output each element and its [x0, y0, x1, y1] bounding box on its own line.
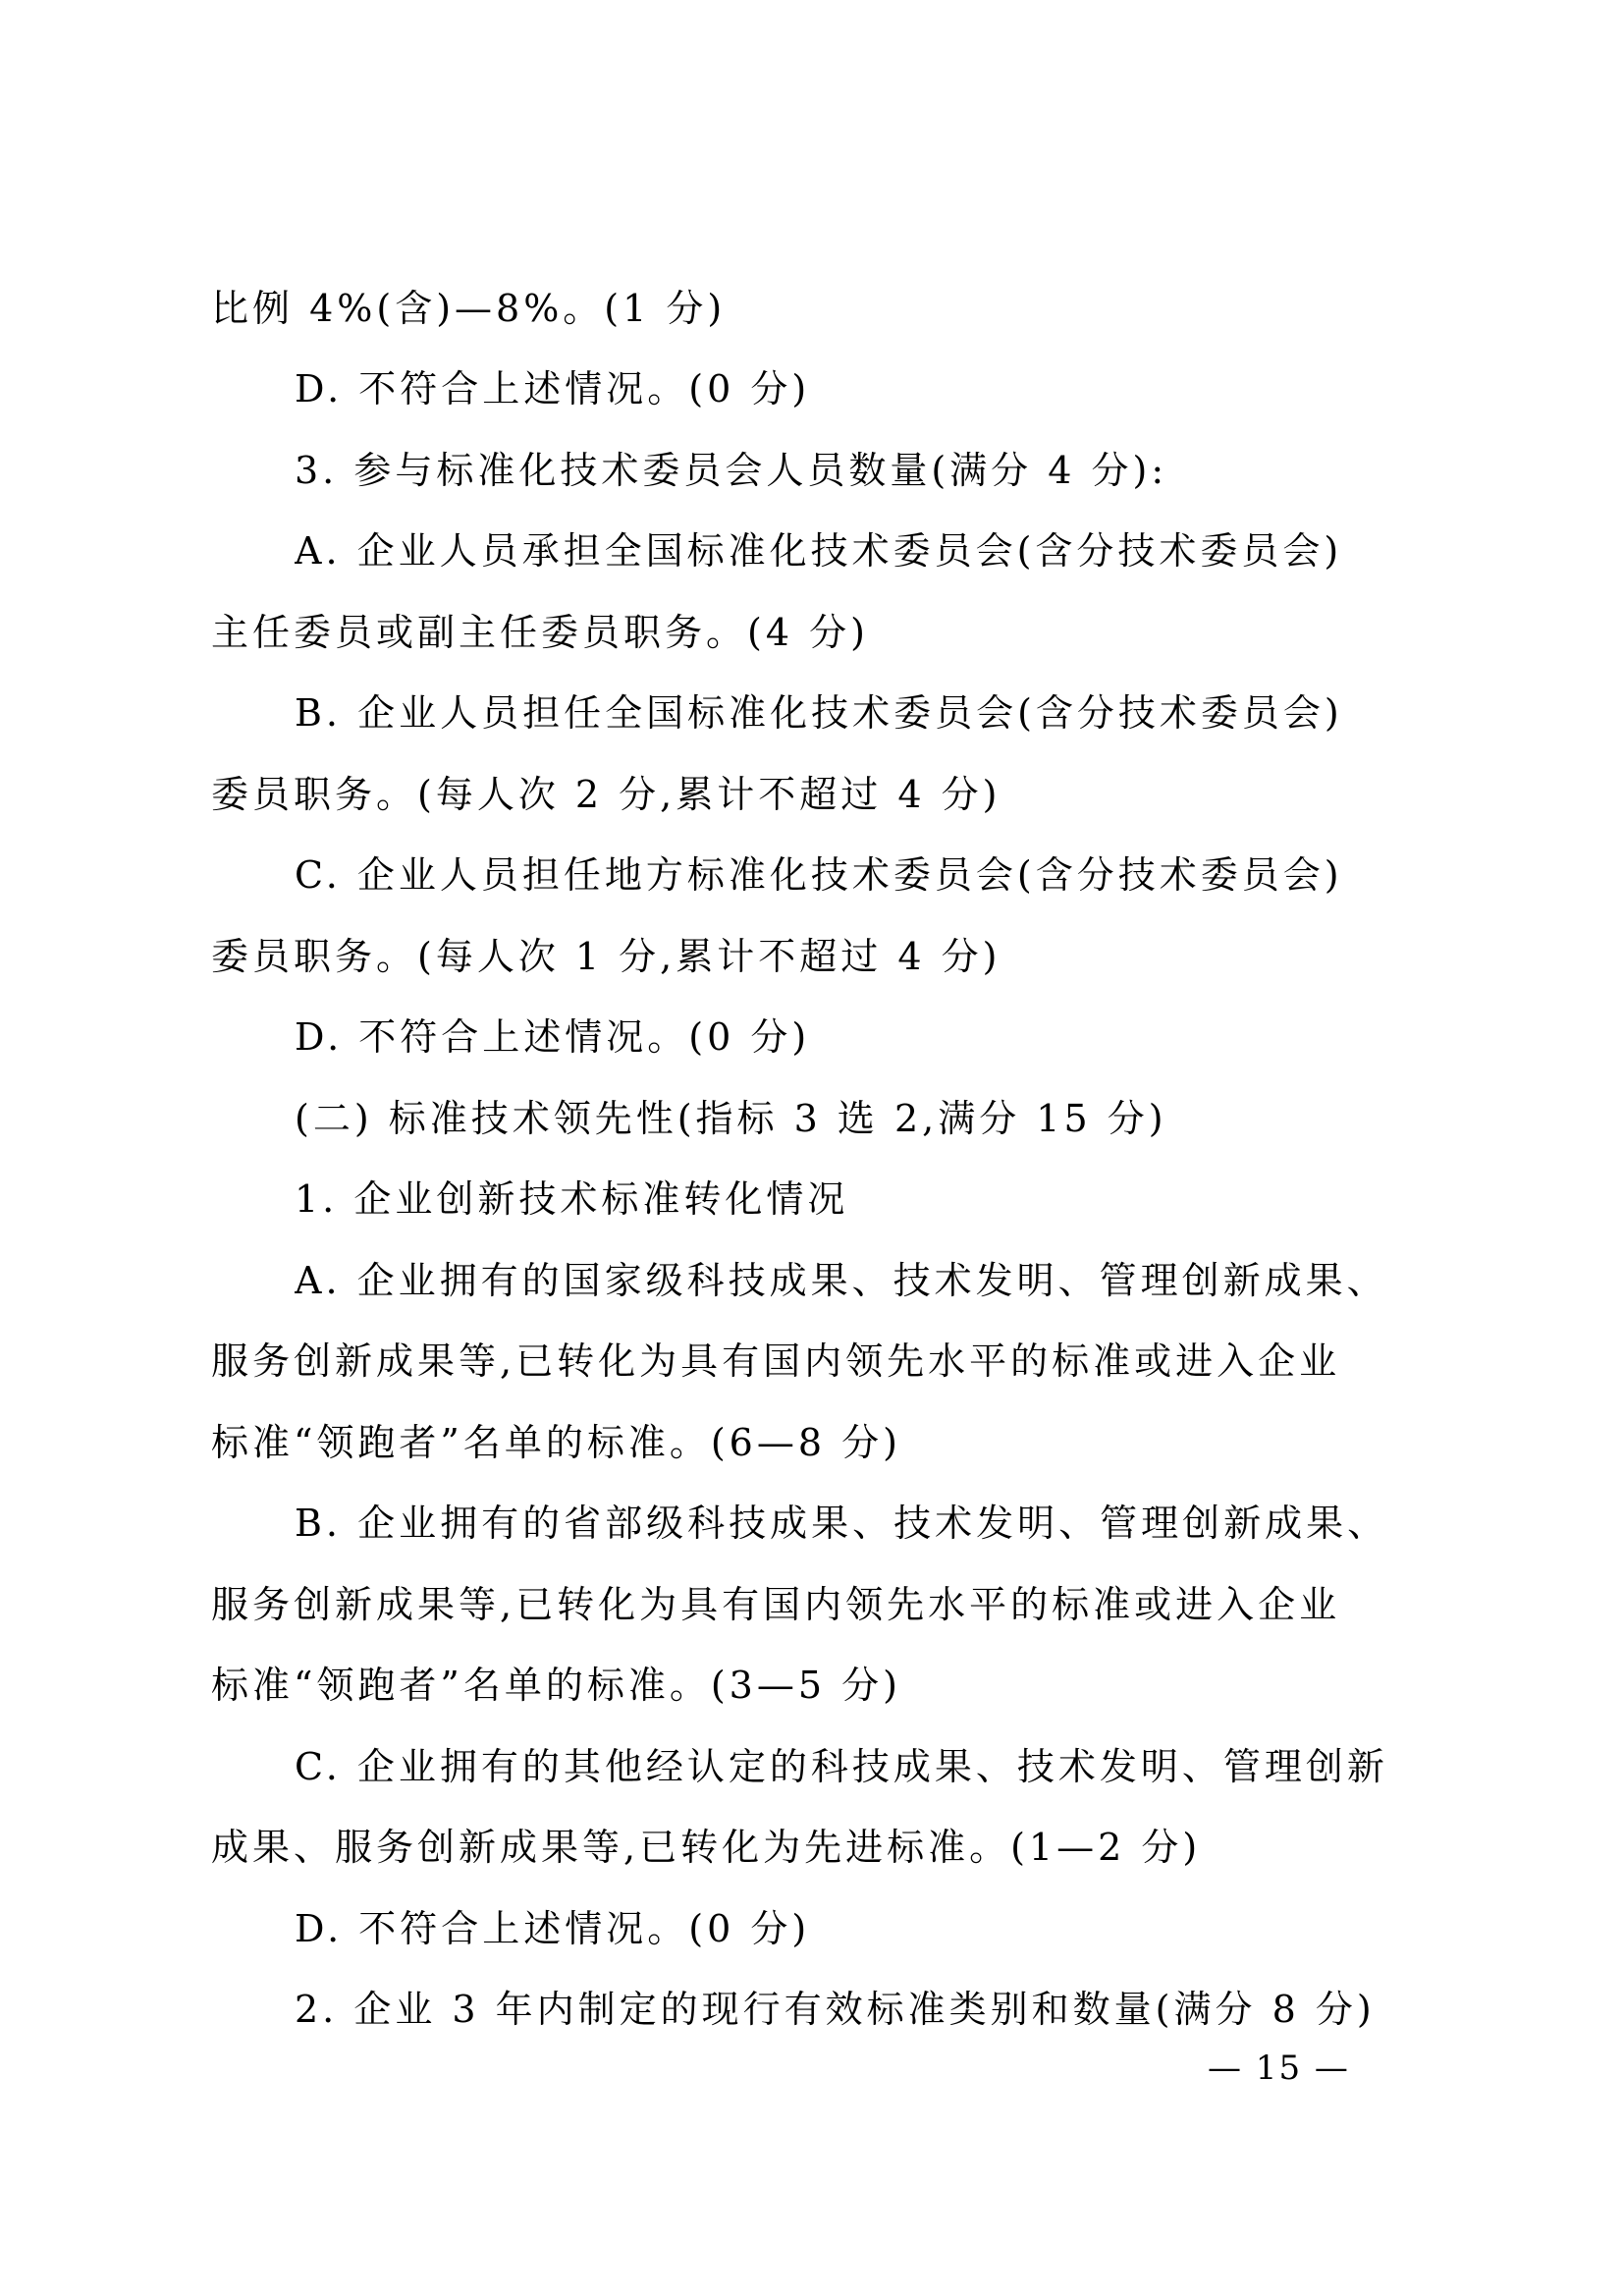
text-line-10: D. 不符合上述情况。(0 分)	[295, 1015, 811, 1059]
text-line-13: A. 企业拥有的国家级科技成果、技术发明、管理创新成果、	[295, 1259, 1388, 1302]
text-line-4: A. 企业人员承担全国标准化技术委员会(含分技术委员会)	[295, 529, 1343, 573]
text-line-7: 委员职务。(每人次 2 分,累计不超过 4 分)	[211, 773, 1001, 816]
text-line-3: 3. 参与标准化技术委员会人员数量(满分 4 分):	[295, 449, 1168, 492]
text-line-2: D. 不符合上述情况。(0 分)	[295, 367, 811, 410]
text-line-8: C. 企业人员担任地方标准化技术委员会(含分技术委员会)	[295, 853, 1343, 897]
text-line-18: 标准“领跑者”名单的标准。(3—5 分)	[211, 1664, 901, 1707]
text-line-22: 2. 企业 3 年内制定的现行有效标准类别和数量(满分 8 分)	[295, 1988, 1376, 2031]
text-line-11: (二) 标准技术领先性(指标 3 选 2,满分 15 分)	[295, 1097, 1167, 1140]
text-line-20: 成果、服务创新成果等,已转化为先进标准。(1—2 分)	[211, 1826, 1202, 1869]
text-line-9: 委员职务。(每人次 1 分,累计不超过 4 分)	[211, 935, 1001, 978]
text-line-1: 比例 4%(含)—8%。(1 分)	[211, 287, 727, 330]
text-line-19: C. 企业拥有的其他经认定的科技成果、技术发明、管理创新	[295, 1745, 1388, 1788]
text-line-5: 主任委员或副主任委员职务。(4 分)	[211, 611, 869, 654]
page-number: — 15 —	[1208, 2049, 1350, 2088]
text-line-14: 服务创新成果等,已转化为具有国内领先水平的标准或进入企业	[211, 1339, 1341, 1383]
text-line-6: B. 企业人员担任全国标准化技术委员会(含分技术委员会)	[295, 691, 1343, 735]
text-line-16: B. 企业拥有的省部级科技成果、技术发明、管理创新成果、	[295, 1502, 1389, 1545]
text-line-15: 标准“领跑者”名单的标准。(6—8 分)	[211, 1421, 901, 1464]
text-line-17: 服务创新成果等,已转化为具有国内领先水平的标准或进入企业	[211, 1583, 1341, 1626]
text-line-21: D. 不符合上述情况。(0 分)	[295, 1907, 811, 1950]
text-line-12: 1. 企业创新技术标准转化情况	[295, 1177, 849, 1221]
